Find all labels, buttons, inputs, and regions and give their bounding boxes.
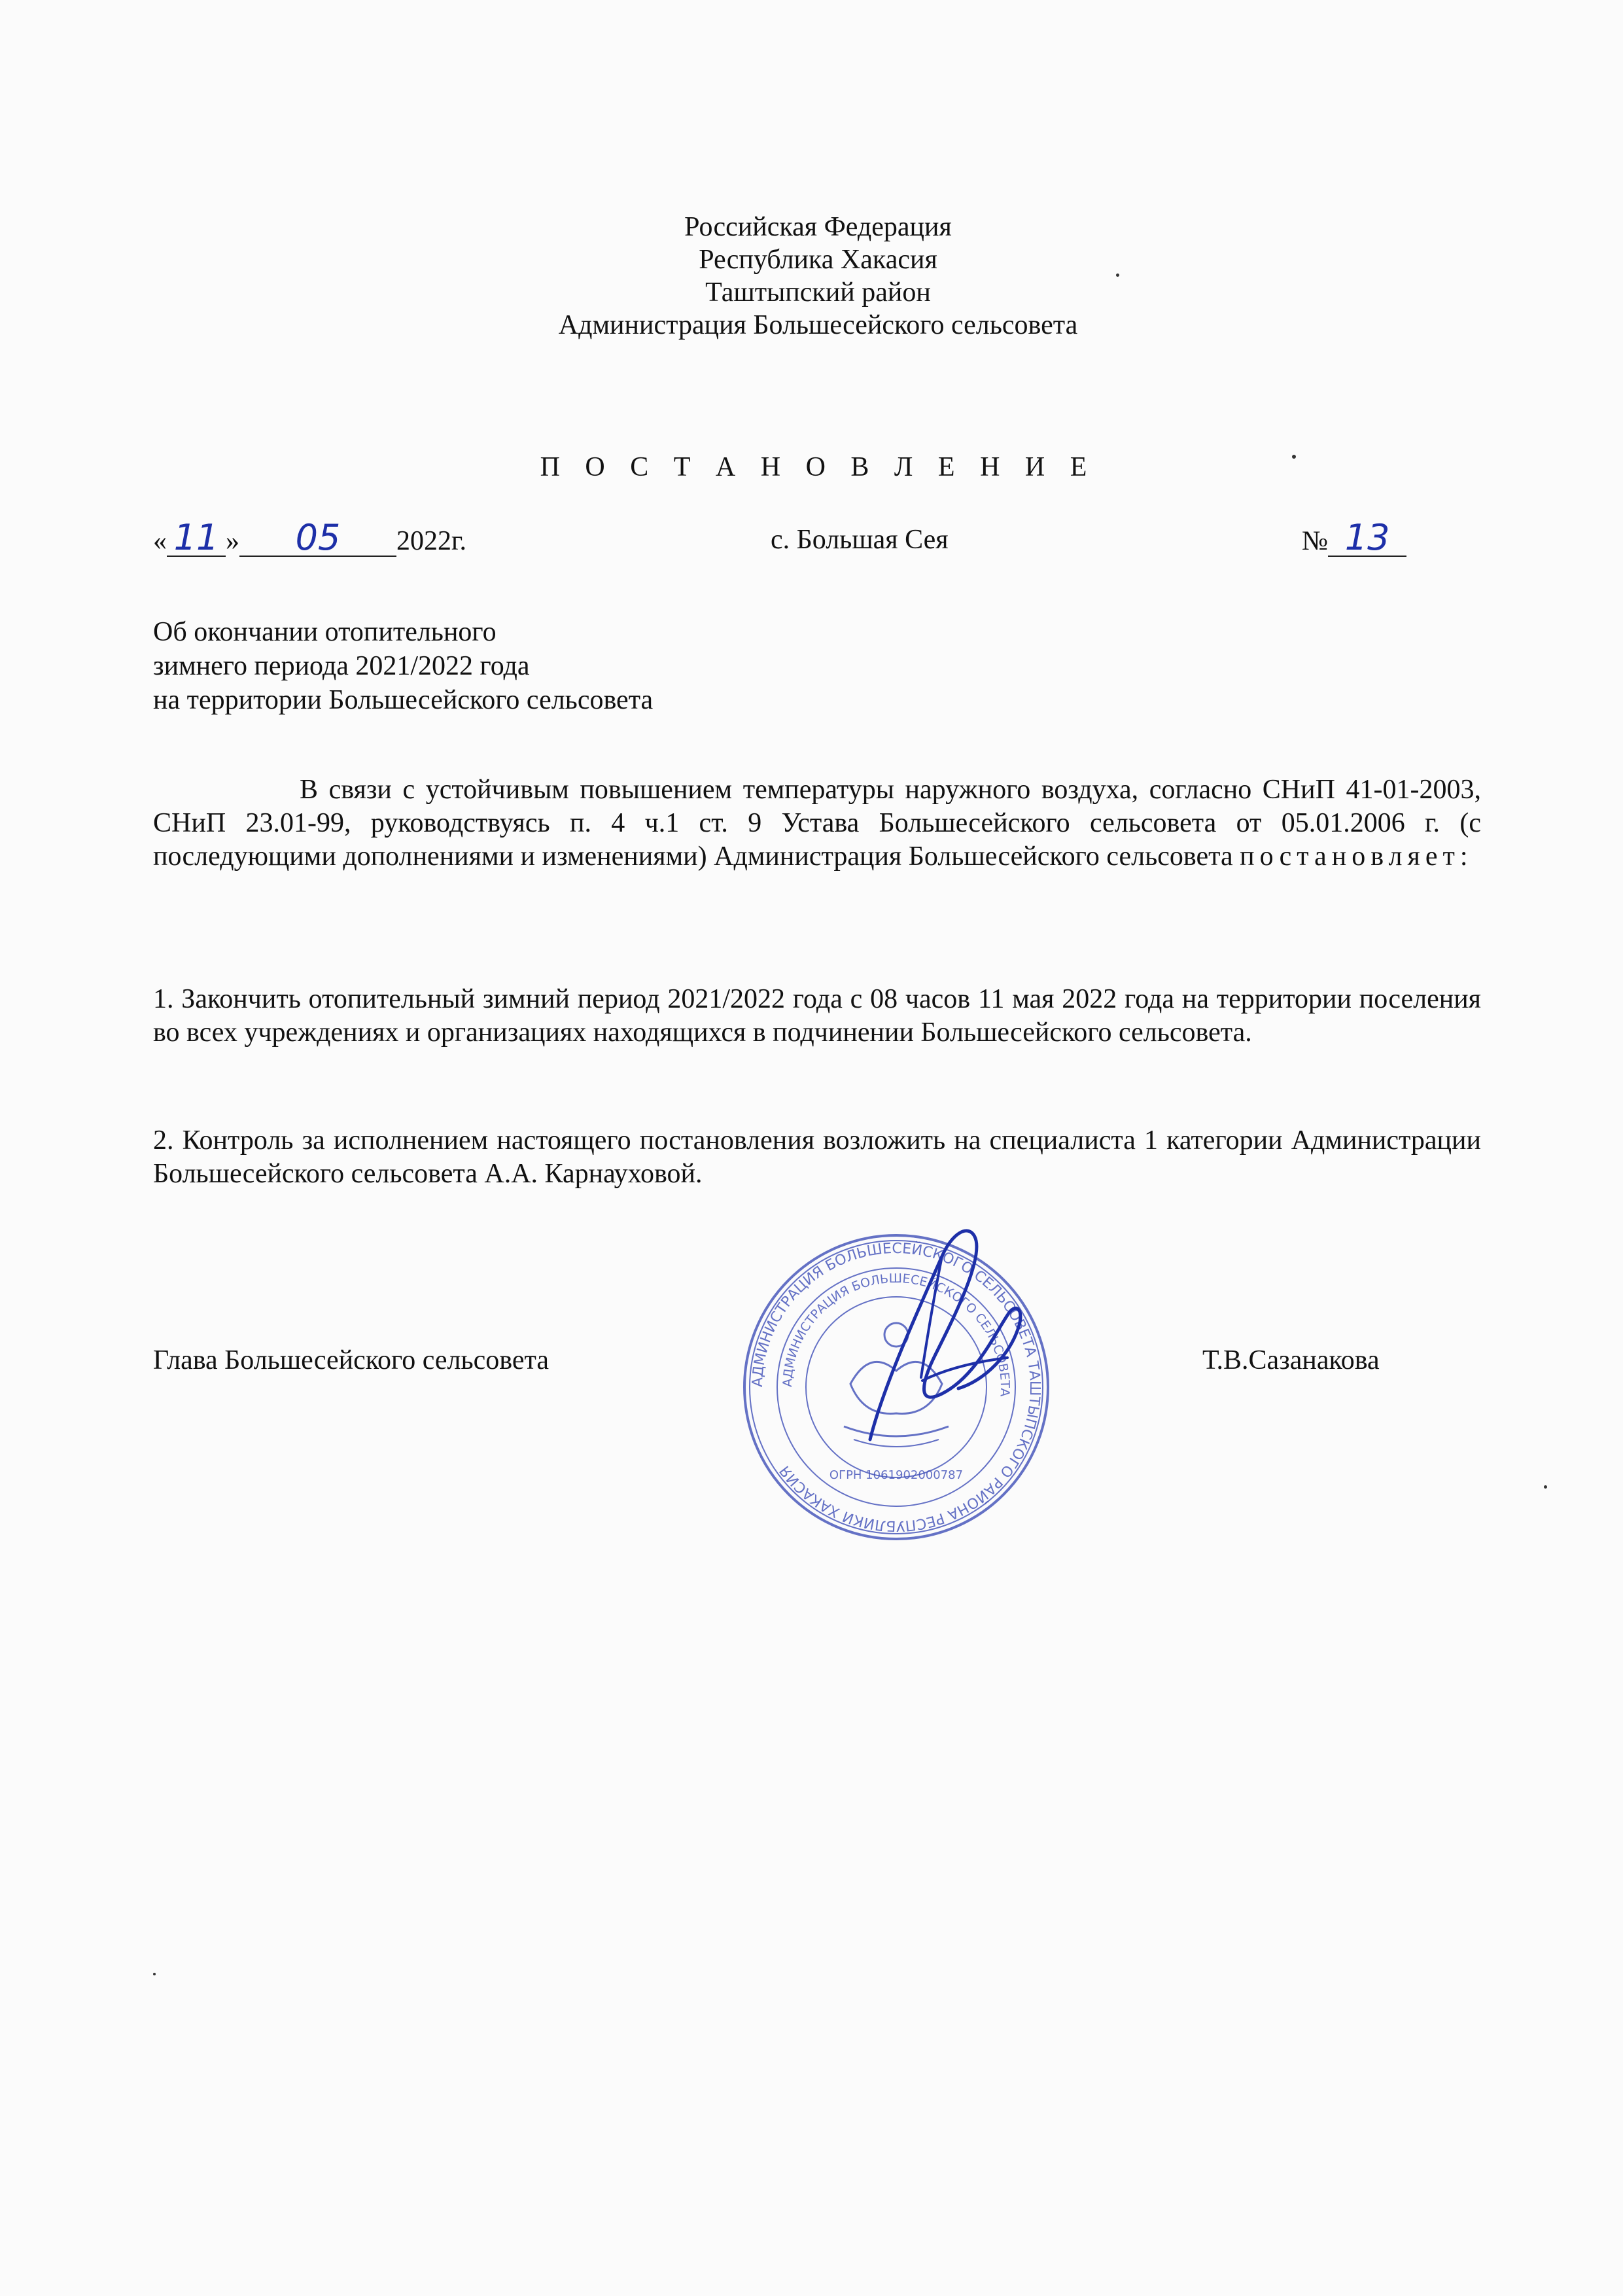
subject-line-1: Об окончании отопительного: [153, 617, 497, 647]
scan-speck: [1116, 274, 1119, 277]
date-close-quote: »: [226, 526, 239, 556]
date-day-blank: [167, 517, 226, 558]
date-day: 11: [173, 517, 219, 558]
item-2: 2. Контроль за исполнением настоящего постановления возложить на специалиста 1 категории Администрации Большесейского сельсовета А.А. Карнауховой.: [153, 1125, 1481, 1189]
document-title: П О С Т А Н О В Л Е Н И Е: [540, 452, 1096, 482]
header-district: Таштыпский район: [705, 277, 931, 308]
subject-line-3: на территории Большесейского сельсовета: [153, 685, 654, 715]
header-block: [0, 211, 1623, 342]
preamble-text: В связи с устойчивым повышением температуры наружного воздуха, согласно СНиП 41-01-2003, СНиП 23.01-99, руководствуясь п. 4 ч.1 ст. 9 Устава Большесейского сельсовета от 05.01.2006 г. (с последующими дополнениями и изменениями) Администрация Большесейского сельсовета: [153, 775, 1481, 872]
scan-speck: [1544, 1485, 1547, 1489]
preamble-verb: постановляет:: [1240, 841, 1473, 872]
scan-speck: [1292, 455, 1296, 459]
seal-inner-text: АДМИНИСТРАЦИЯ БОЛЬШЕСЕЙСКОГО СЕЛЬСОВЕТА: [780, 1271, 1013, 1398]
number-blank: [1328, 517, 1406, 558]
date-open-quote: «: [153, 526, 167, 556]
header-country: Российская Федерация: [684, 212, 952, 242]
scan-speck: [153, 1973, 156, 1975]
number-value: 13: [1344, 517, 1390, 558]
preamble-paragraph: [153, 773, 1481, 874]
date-month: 05: [295, 517, 341, 558]
date-line: [153, 517, 466, 558]
handwritten-signature: [844, 1217, 1060, 1466]
date-year: 2022г.: [396, 526, 466, 556]
date-month-blank: [239, 517, 396, 558]
header-administration: Администрация Большесейского сельсовета: [558, 310, 1078, 340]
item-1: 1. Закончить отопительный зимний период 2021/2022 года с 08 часов 11 мая 2022 года на территории поселения во всех учреждениях и организациях находящихся в подчинении Большесейского сельсовета.: [153, 984, 1481, 1048]
seal-id-text: ОГРН 1061902000787: [829, 1468, 964, 1482]
document-number: [1302, 517, 1406, 558]
subject-line-2: зимнего периода 2021/2022 года: [153, 651, 530, 681]
place-name: с. Большая Сея: [771, 525, 949, 555]
number-label: №: [1302, 526, 1329, 556]
signature-name: Т.В.Сазанакова: [1202, 1345, 1380, 1375]
header-republic: Республика Хакасия: [699, 245, 937, 275]
signature-position: Глава Большесейского сельсовета: [153, 1345, 550, 1375]
document-subject: [153, 615, 653, 717]
seal-outer-text: АДМИНИСТРАЦИЯ БОЛЬШЕСЕЙСКОГО СЕЛЬСОВЕТА ТАШТЫПСКОГО РАЙОНА РЕСПУБЛИКИ ХАКАСИЯ: [749, 1240, 1043, 1534]
